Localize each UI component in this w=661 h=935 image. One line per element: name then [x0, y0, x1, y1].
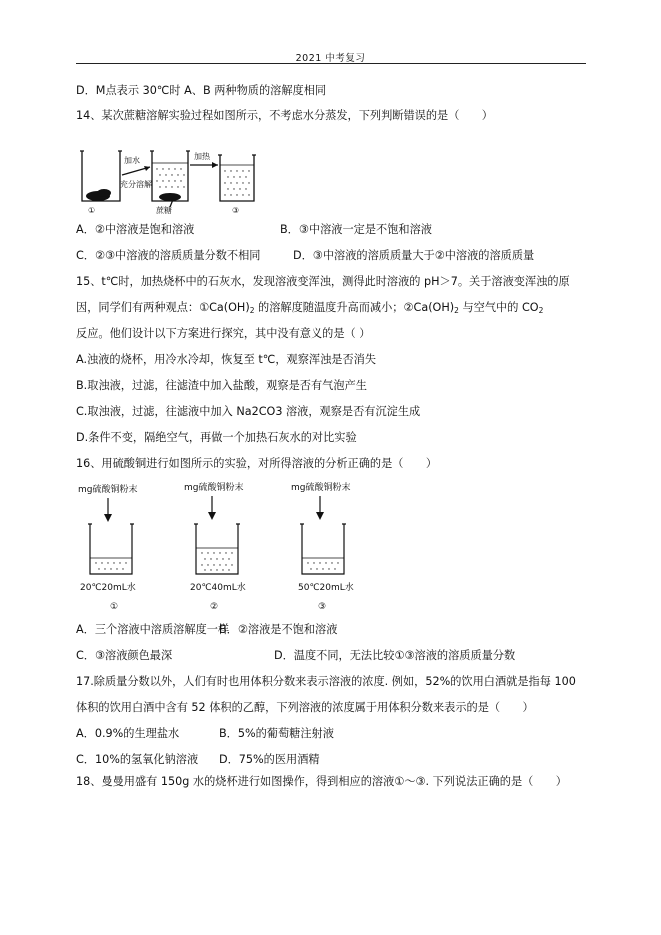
header-rule	[76, 63, 586, 64]
q16-beaker-1-number: ①	[110, 602, 119, 612]
q16-powder-label-1: mg硫酸铜粉末	[78, 485, 138, 495]
page-header: 2021 中考复习	[295, 53, 366, 64]
q14-option-a: A．②中溶液是饱和溶液	[76, 223, 195, 236]
q16-beaker-3-number: ③	[318, 602, 327, 612]
q14-option-c: C．②③中溶液的溶质质量分数不相同	[76, 249, 261, 262]
q15-line-3: 反应。他们设计以下方案进行探究，其中没有意义的是（ ）	[76, 327, 371, 340]
q16-option-c: C．③溶液颜色最深	[76, 649, 173, 662]
q16-option-b: B．②溶液是不饱和溶液	[219, 623, 338, 636]
q16-figure	[76, 478, 376, 614]
q16-condition-2: 20℃40mL水	[190, 583, 246, 593]
q14-stem: 14、某次蔗糖溶解实验过程如图所示，不考虑水分蒸发，下列判断错误的是（ ）	[76, 109, 493, 122]
q15-line-1: 15、t℃时，加热烧杯中的石灰水，发现溶液变浑浊，测得此时溶液的 pH＞7。关于溶液变浑浊的原	[76, 275, 570, 288]
q17-option-d: D．75%的医用酒精	[219, 753, 320, 766]
q14-figure	[78, 147, 258, 215]
q15-option-d: D.条件不变，隔绝空气，再做一个加热石灰水的对比实验	[76, 431, 357, 444]
q18-stem: 18、曼曼用盛有 150g 水的烧杯进行如图操作，得到相应的溶液①～③. 下列说法正确的是（ ）	[76, 775, 567, 788]
q14-label-sucrose: 蔗糖	[156, 206, 172, 215]
q17-line-1: 17.除质量分数以外，人们有时也用体积分数来表示溶液的浓度. 例如，52%的饮用白酒就是指每 100	[76, 675, 576, 688]
q15-option-c: C.取浊液，过滤，往滤液中加入 Na2CO3 溶液，观察是否有沉淀生成	[76, 405, 421, 418]
q14-beaker-1-number: ①	[88, 206, 96, 215]
q16-beaker-2-number: ②	[210, 602, 219, 612]
q17-option-a: A．0.9%的生理盐水	[76, 727, 180, 740]
q16-stem: 16、用硫酸铜进行如图所示的实验，对所得溶液的分析正确的是（ ）	[76, 457, 438, 470]
q16-condition-1: 20℃20mL水	[80, 583, 136, 593]
q16-powder-label-3: mg硫酸铜粉末	[291, 483, 351, 493]
q14-beaker-3-number: ③	[232, 206, 240, 215]
q14-option-b: B．③中溶液一定是不饱和溶液	[280, 223, 432, 236]
q16-option-d: D．温度不同，无法比较①③溶液的溶质质量分数	[274, 649, 516, 662]
q13-option-d: D．M点表示 30℃时 A、B 两种物质的溶解度相同	[76, 84, 327, 97]
q17-option-b: B．5%的葡萄糖注射液	[219, 727, 334, 740]
q16-powder-label-2: mg硫酸铜粉末	[184, 483, 244, 493]
q14-option-d: D．③中溶液的溶质质量大于②中溶液的溶质质量	[293, 249, 535, 262]
q15-line-2: 因，同学们有两种观点：$①Ca(OH)_2$ 的溶解度随温度升高而减小；$②Ca(OH)_2$ 与空气中的 $CO_2$	[76, 301, 544, 315]
q16-option-a: A．三个溶液中溶质溶解度一样	[76, 623, 230, 636]
q14-label-add-water: 加水	[124, 156, 140, 165]
q14-label-dissolve: 充分溶解	[120, 180, 152, 189]
q17-line-2: 体积的饮用白酒中含有 52 体积的乙醇，下列溶液的浓度属于用体积分数来表示的是（ ）	[76, 701, 534, 714]
q15-option-b: B.取浊液，过滤，往滤渣中加入盐酸，观察是否有气泡产生	[76, 379, 367, 392]
q14-label-heat: 加热	[194, 152, 210, 161]
q15-option-a: A.浊液的烧杯，用冷水冷却，恢复至 t℃，观察浑浊是否消失	[76, 353, 377, 366]
q17-option-c: C．10%的氢氧化钠溶液	[76, 753, 199, 766]
q16-condition-3: 50℃20mL水	[298, 583, 354, 593]
